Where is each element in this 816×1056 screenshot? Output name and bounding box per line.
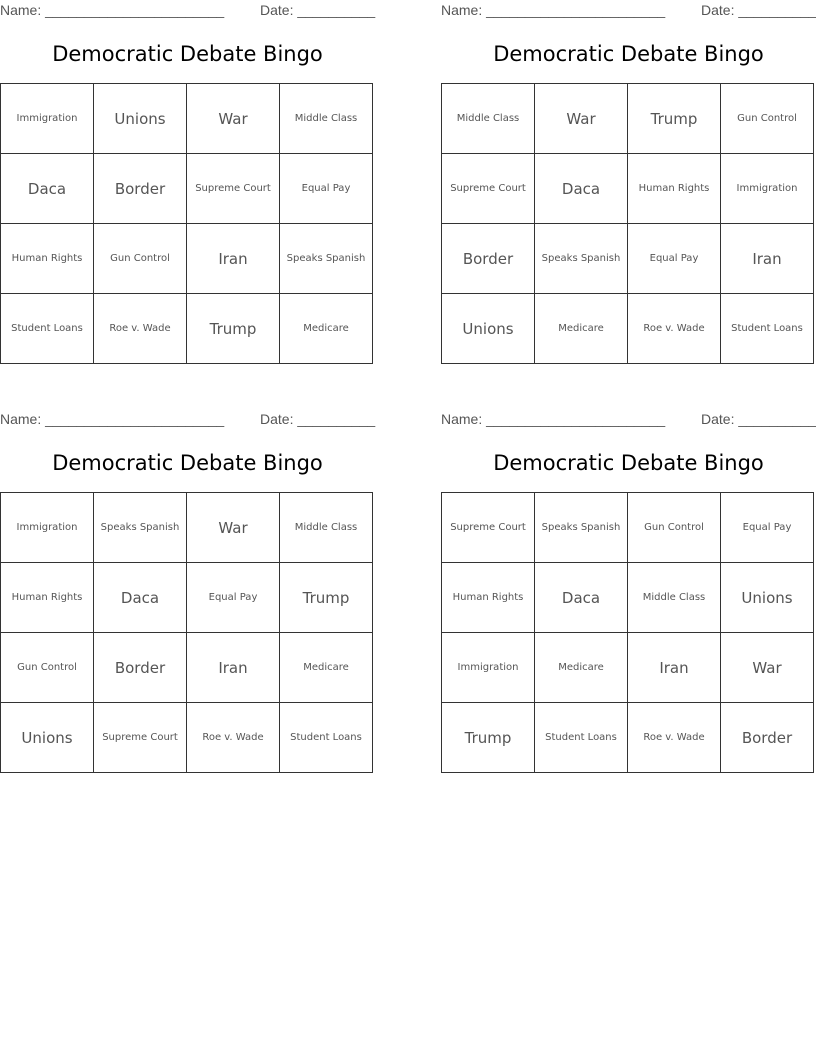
bingo-cell: Human Rights	[1, 563, 94, 633]
grid-row	[442, 493, 814, 563]
bingo-cell: Border	[94, 154, 187, 224]
bingo-cell: Daca	[535, 154, 628, 224]
bingo-cell: Unions	[1, 703, 94, 773]
bingo-cell: Gun Control	[1, 633, 94, 703]
bingo-cell: Supreme Court	[94, 703, 187, 773]
bingo-cell: Border	[442, 224, 535, 294]
bingo-cell: Unions	[94, 84, 187, 154]
bingo-cell: Immigration	[1, 493, 94, 563]
bingo-card	[0, 409, 375, 774]
bingo-cell: Middle Class	[280, 84, 373, 154]
card-header	[441, 2, 816, 20]
date-field-label: Date: __________	[701, 411, 816, 427]
bingo-cell: Border	[721, 703, 814, 773]
bingo-cell: Trump	[187, 294, 280, 364]
bingo-cell: Immigration	[1, 84, 94, 154]
grid-row	[1, 633, 373, 703]
date-field-label: Date: __________	[701, 2, 816, 18]
bingo-cell: Speaks Spanish	[94, 493, 187, 563]
bingo-cell: Trump	[280, 563, 373, 633]
bingo-cell: Roe v. Wade	[628, 294, 721, 364]
bingo-cell: Speaks Spanish	[280, 224, 373, 294]
bingo-cell: Student Loans	[1, 294, 94, 364]
bingo-cell: Trump	[442, 703, 535, 773]
grid-row	[442, 294, 814, 364]
grid-row	[442, 84, 814, 154]
card-title: Democratic Debate Bingo	[52, 451, 323, 475]
bingo-cell: Speaks Spanish	[535, 493, 628, 563]
bingo-cell: Iran	[187, 224, 280, 294]
bingo-cell: Middle Class	[280, 493, 373, 563]
grid-row	[1, 84, 373, 154]
bingo-cell: Roe v. Wade	[187, 703, 280, 773]
bingo-grid	[0, 492, 373, 773]
grid-row	[1, 703, 373, 773]
card-title: Democratic Debate Bingo	[493, 42, 764, 66]
grid-row	[1, 563, 373, 633]
bingo-cell: Equal Pay	[721, 493, 814, 563]
card-header	[441, 411, 816, 429]
bingo-cell: Equal Pay	[187, 563, 280, 633]
bingo-cell: Daca	[1, 154, 94, 224]
card-header	[0, 411, 375, 429]
bingo-cell: War	[721, 633, 814, 703]
date-field-label: Date: __________	[260, 411, 376, 427]
bingo-cell: Medicare	[535, 294, 628, 364]
grid-row	[442, 224, 814, 294]
bingo-cell: Unions	[442, 294, 535, 364]
bingo-cell: Roe v. Wade	[94, 294, 187, 364]
name-field-label: Name: _______________________	[0, 411, 225, 427]
date-field-label: Date: __________	[260, 2, 376, 18]
name-field-label: Name: _______________________	[0, 2, 225, 18]
bingo-cell: Supreme Court	[442, 493, 535, 563]
bingo-cell: Equal Pay	[628, 224, 721, 294]
bingo-card	[441, 0, 816, 365]
bingo-cell: Medicare	[280, 294, 373, 364]
card-title: Democratic Debate Bingo	[493, 451, 764, 475]
bingo-grid	[441, 83, 814, 364]
grid-row	[1, 294, 373, 364]
bingo-cell: Student Loans	[721, 294, 814, 364]
bingo-cell: Medicare	[535, 633, 628, 703]
bingo-cell: Roe v. Wade	[628, 703, 721, 773]
bingo-cell: Daca	[535, 563, 628, 633]
bingo-cell: Middle Class	[442, 84, 535, 154]
grid-row	[1, 154, 373, 224]
name-field-label: Name: _______________________	[441, 411, 666, 427]
grid-row	[442, 633, 814, 703]
bingo-cell: Supreme Court	[442, 154, 535, 224]
grid-row	[442, 703, 814, 773]
name-field-label: Name: _______________________	[441, 2, 666, 18]
card-title: Democratic Debate Bingo	[52, 42, 323, 66]
bingo-cell: Trump	[628, 84, 721, 154]
grid-row	[1, 224, 373, 294]
bingo-card	[0, 0, 375, 365]
bingo-cell: Iran	[187, 633, 280, 703]
bingo-grid	[0, 83, 373, 364]
bingo-card	[441, 409, 816, 774]
bingo-cell: Gun Control	[628, 493, 721, 563]
bingo-cell: Gun Control	[94, 224, 187, 294]
bingo-grid	[441, 492, 814, 773]
bingo-cell: Human Rights	[628, 154, 721, 224]
bingo-cell: Border	[94, 633, 187, 703]
bingo-cell: Student Loans	[535, 703, 628, 773]
bingo-cell: Immigration	[721, 154, 814, 224]
bingo-cell: Gun Control	[721, 84, 814, 154]
card-header	[0, 2, 375, 20]
bingo-cell: War	[187, 493, 280, 563]
bingo-cell: Iran	[721, 224, 814, 294]
grid-row	[1, 493, 373, 563]
bingo-cell: Human Rights	[442, 563, 535, 633]
bingo-cell: War	[535, 84, 628, 154]
bingo-cell: Medicare	[280, 633, 373, 703]
bingo-cell: Middle Class	[628, 563, 721, 633]
bingo-cell: Unions	[721, 563, 814, 633]
bingo-cell: Student Loans	[280, 703, 373, 773]
grid-row	[442, 154, 814, 224]
grid-row	[442, 563, 814, 633]
bingo-cell: Human Rights	[1, 224, 94, 294]
bingo-cell: Iran	[628, 633, 721, 703]
bingo-cell: Speaks Spanish	[535, 224, 628, 294]
bingo-cell: Immigration	[442, 633, 535, 703]
bingo-cell: Daca	[94, 563, 187, 633]
bingo-cell: War	[187, 84, 280, 154]
bingo-cell: Supreme Court	[187, 154, 280, 224]
bingo-cell: Equal Pay	[280, 154, 373, 224]
